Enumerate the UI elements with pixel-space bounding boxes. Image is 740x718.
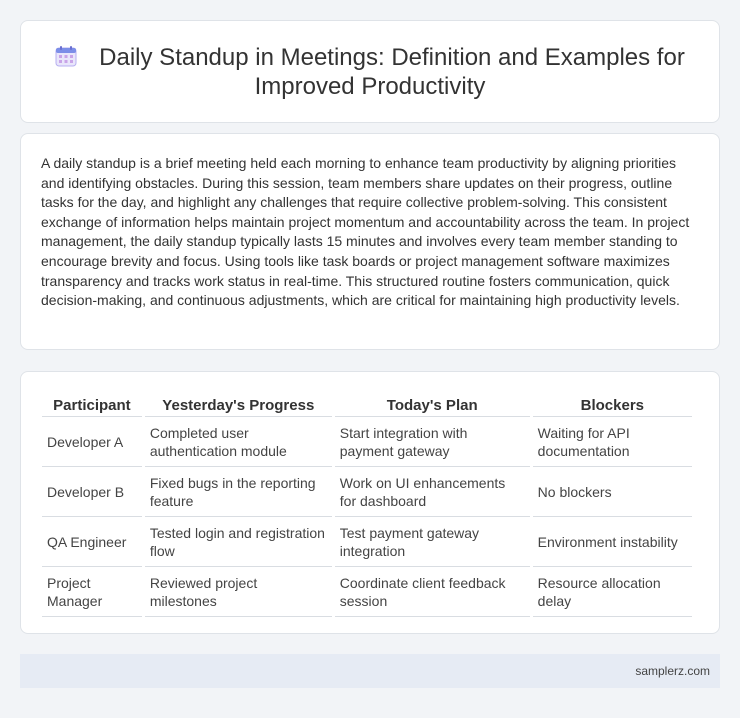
cell-yesterday: Tested login and registration flow: [145, 519, 332, 567]
cell-blockers: Resource allocation delay: [533, 569, 692, 617]
table-card: [20, 371, 720, 634]
table-row: [42, 469, 692, 517]
header-yesterdays-progress: Yesterday's Progress: [145, 394, 332, 417]
cell-participant: Developer A: [42, 419, 142, 467]
page-title-container: [51, 43, 689, 101]
cell-yesterday: Completed user authentication module: [145, 419, 332, 467]
summary-card: [20, 133, 720, 350]
table-header-row: [42, 394, 692, 417]
table-row: [42, 519, 692, 567]
footer-source-link[interactable]: samplerz.com: [635, 664, 710, 678]
header-todays-plan: Today's Plan: [335, 394, 530, 417]
cell-today: Test payment gateway integration: [335, 519, 530, 567]
footer-bar: [20, 654, 720, 688]
cell-today: Coordinate client feedback session: [335, 569, 530, 617]
table-row: [42, 419, 692, 467]
title-card: [20, 20, 720, 123]
cell-participant: Project Manager: [42, 569, 142, 617]
cell-participant: Developer B: [42, 469, 142, 517]
header-blockers: Blockers: [533, 394, 692, 417]
cell-today: Work on UI enhancements for dashboard: [335, 469, 530, 517]
standup-table: [39, 392, 695, 619]
summary-paragraph: A daily standup is a brief meeting held each morning to enhance team productivity by aligning priorities and identifying obstacles. During this session, team members share updates on their progress, outline tasks for the day, and highlight any challenges that require collective problem-solving. This consistent exchange of information helps maintain project momentum and accountability across the team. In project management, the daily standup typically lasts 15 minutes and involves every team member standing to encourage brevity and focus. Using tools like task boards or project management software maximizes transparency and tracks work status in real-time. This structured routine fosters communication, quick decision-making, and continuous adjustments, which are critical for maintaining high productivity levels.: [41, 155, 690, 309]
cell-yesterday: Reviewed project milestones: [145, 569, 332, 617]
calendar-icon: [55, 45, 77, 67]
cell-blockers: Environment instability: [533, 519, 692, 567]
table-row: [42, 569, 692, 617]
cell-blockers: Waiting for API documentation: [533, 419, 692, 467]
cell-blockers: No blockers: [533, 469, 692, 517]
cell-today: Start integration with payment gateway: [335, 419, 530, 467]
page-title: Daily Standup in Meetings: Definition and Examples for Improved Productivity: [99, 43, 685, 100]
cell-participant: QA Engineer: [42, 519, 142, 567]
header-participant: Participant: [42, 394, 142, 417]
cell-yesterday: Fixed bugs in the reporting feature: [145, 469, 332, 517]
